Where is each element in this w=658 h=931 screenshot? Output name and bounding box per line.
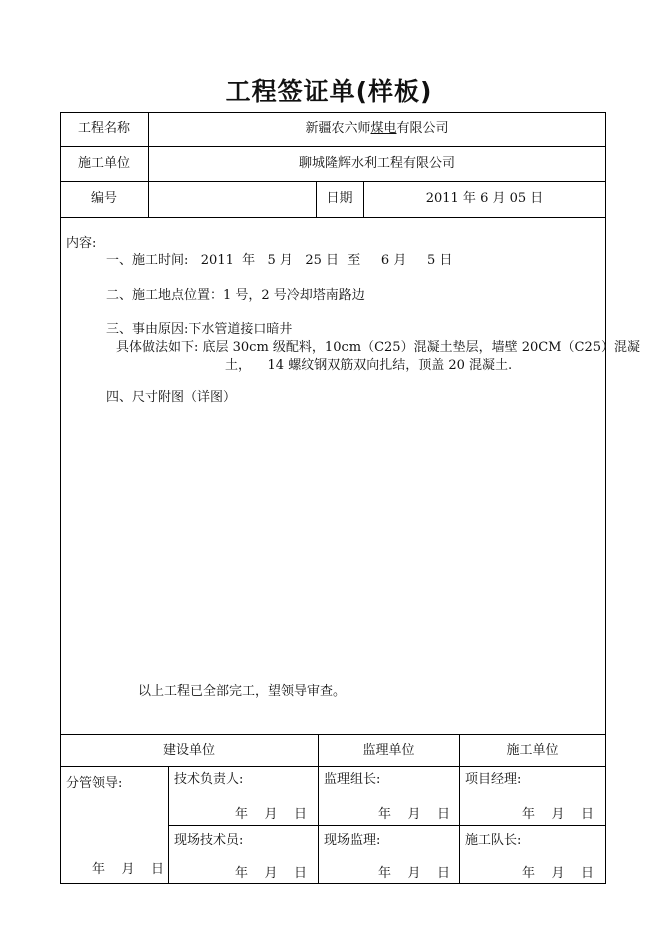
project-manager-date: 年 月 日 bbox=[522, 807, 595, 822]
row-divider bbox=[60, 217, 606, 218]
date-value: 2011 年 6 月 05 日 bbox=[425, 191, 544, 206]
col-supervision-unit: 监理单位 bbox=[362, 743, 415, 758]
project-name-label: 工程名称 bbox=[77, 121, 130, 136]
row-divider bbox=[60, 766, 606, 767]
site-supervisor-label: 现场监理: bbox=[324, 833, 381, 848]
site-tech-label: 现场技术员: bbox=[174, 833, 244, 848]
row-divider bbox=[60, 146, 606, 147]
project-name-suffix: 有限公司 bbox=[396, 121, 449, 136]
number-label: 编号 bbox=[90, 191, 117, 206]
tech-lead-date: 年 月 日 bbox=[235, 807, 308, 822]
contractor-label: 施工单位 bbox=[77, 156, 130, 171]
project-name-value bbox=[148, 121, 606, 137]
col-construction-unit: 施工单位 bbox=[506, 743, 559, 758]
site-tech-date: 年 月 日 bbox=[235, 866, 308, 881]
visa-form-table bbox=[60, 112, 606, 884]
content-closing: 以上工程已全部完工，望领导审查。 bbox=[138, 684, 347, 699]
content-line-method-cont: 土， 14 螺纹钢双筋双向扎结，顶盖 20 混凝土. bbox=[225, 358, 513, 373]
date-label: 日期 bbox=[326, 191, 353, 206]
row-divider bbox=[60, 181, 606, 182]
supervision-chief-label: 监理组长: bbox=[324, 772, 381, 787]
content-line-reason: 三、事由原因:下水管道接口暗井 bbox=[106, 322, 293, 337]
project-name-underlined: 煤电 bbox=[370, 121, 397, 136]
content-line-method: 具体做法如下: 底层 30cm 级配料，10cm（C25）混凝土垫层，墙壁 20CM（C25）混凝 bbox=[116, 340, 640, 355]
project-manager-label: 项目经理: bbox=[465, 772, 522, 787]
content-line-drawing: 四、尺寸附图（详图） bbox=[106, 390, 237, 405]
content-line-time: 一、施工时间: 2011 年 5 月 25 日 至 6 月 5 日 bbox=[106, 253, 453, 268]
page-title: 工程签证单(样板) bbox=[225, 77, 433, 106]
division-leader-date: 年 月 日 bbox=[92, 862, 165, 877]
division-leader-label: 分管领导: bbox=[66, 776, 123, 791]
content-label: 内容: bbox=[66, 236, 97, 251]
row-divider bbox=[168, 825, 606, 826]
row-divider bbox=[60, 734, 606, 735]
project-name-prefix: 新疆农六师 bbox=[305, 121, 371, 136]
tech-lead-label: 技术负责人: bbox=[174, 772, 244, 787]
construction-captain-date: 年 月 日 bbox=[522, 866, 595, 881]
col-divider bbox=[168, 766, 169, 884]
supervision-chief-date: 年 月 日 bbox=[378, 807, 451, 822]
site-supervisor-date: 年 月 日 bbox=[378, 866, 451, 881]
construction-captain-label: 施工队长: bbox=[465, 833, 522, 848]
col-owner-unit: 建设单位 bbox=[162, 743, 215, 758]
content-line-location: 二、施工地点位置：1 号，2 号冷却塔南路边 bbox=[106, 288, 365, 303]
contractor-value: 聊城隆辉水利工程有限公司 bbox=[298, 156, 455, 171]
